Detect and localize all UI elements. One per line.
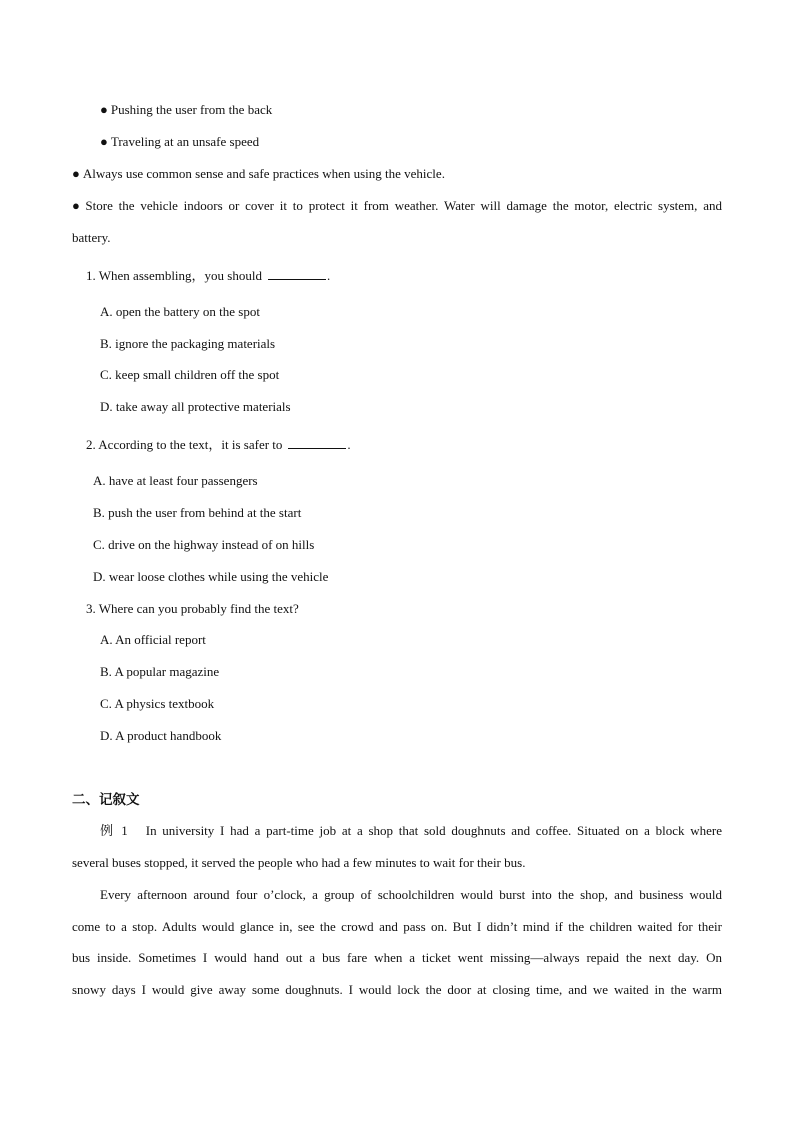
answer-blank[interactable] xyxy=(268,269,326,280)
paragraph-line: bus inside. Sometimes I would hand out a bus fare when a ticket went missing—always repaid the next day. On xyxy=(72,950,722,965)
question-text: 1. When assembling，you should xyxy=(86,268,262,283)
question-stem: 3. Where can you probably find the text? xyxy=(86,601,299,616)
option-d[interactable]: D. take away all protective materials xyxy=(100,399,291,414)
paragraph-line: snowy days I would give away some doughnuts. I would lock the door at closing time, and we waited in the warm xyxy=(72,982,722,997)
bullet-text-continuation: battery. xyxy=(72,230,111,245)
answer-blank[interactable] xyxy=(288,438,346,449)
question-stem xyxy=(86,268,330,284)
option-a[interactable]: A. An official report xyxy=(100,632,206,647)
bullet-text: Pushing the user from the back xyxy=(110,102,273,117)
bullet-icon: ● xyxy=(72,198,83,213)
option-c[interactable]: C. drive on the highway instead of on hills xyxy=(93,537,315,552)
bullet-text: Store the vehicle indoors or cover it to protect it from weather. Water will damage the motor, electric system, and xyxy=(85,198,722,213)
bullet-icon: ● xyxy=(100,102,108,117)
option-d[interactable]: D. wear loose clothes while using the vehicle xyxy=(93,569,329,584)
section-heading: 二、记叙文 xyxy=(72,792,140,808)
option-b[interactable]: B. ignore the packaging materials xyxy=(100,336,276,351)
option-c[interactable]: C. keep small children off the spot xyxy=(100,367,280,382)
option-c[interactable]: C. A physics textbook xyxy=(100,696,215,711)
paragraph-line: come to a stop. Adults would glance in, see the crowd and pass on. But I didn’t mind if the children waited for their xyxy=(72,919,722,934)
question-stem xyxy=(86,437,351,453)
paragraph-line xyxy=(100,823,722,839)
question-end: . xyxy=(326,268,331,283)
bullet-text: Traveling at an unsafe speed xyxy=(110,134,260,149)
option-b[interactable]: B. A popular magazine xyxy=(100,664,220,679)
paragraph-line: Every afternoon around four o’clock, a group of schoolchildren would burst into the shop, and business would xyxy=(100,887,722,902)
option-a[interactable]: A. have at least four passengers xyxy=(93,473,258,488)
question-end: . xyxy=(347,437,351,452)
bullet-item xyxy=(72,198,722,214)
bullet-icon: ● xyxy=(100,134,108,149)
bullet-item xyxy=(100,102,272,118)
option-a[interactable]: A. open the battery on the spot xyxy=(100,304,260,319)
bullet-item xyxy=(100,134,259,150)
option-b[interactable]: B. push the user from behind at the start xyxy=(93,505,302,520)
bullet-item xyxy=(72,166,445,182)
bullet-text: Always use common sense and safe practices when using the vehicle. xyxy=(82,166,445,181)
bullet-icon: ● xyxy=(72,166,80,181)
option-d[interactable]: D. A product handbook xyxy=(100,728,222,743)
paragraph-text: In university I had a part-time job at a shop that sold doughnuts and coffee. Situated on a block where xyxy=(145,823,722,838)
paragraph-line: several buses stopped, it served the people who had a few minutes to wait for their bus. xyxy=(72,855,526,870)
question-text: 2. According to the text，it is safer to xyxy=(86,437,283,452)
example-label: 例 1 xyxy=(100,823,128,838)
